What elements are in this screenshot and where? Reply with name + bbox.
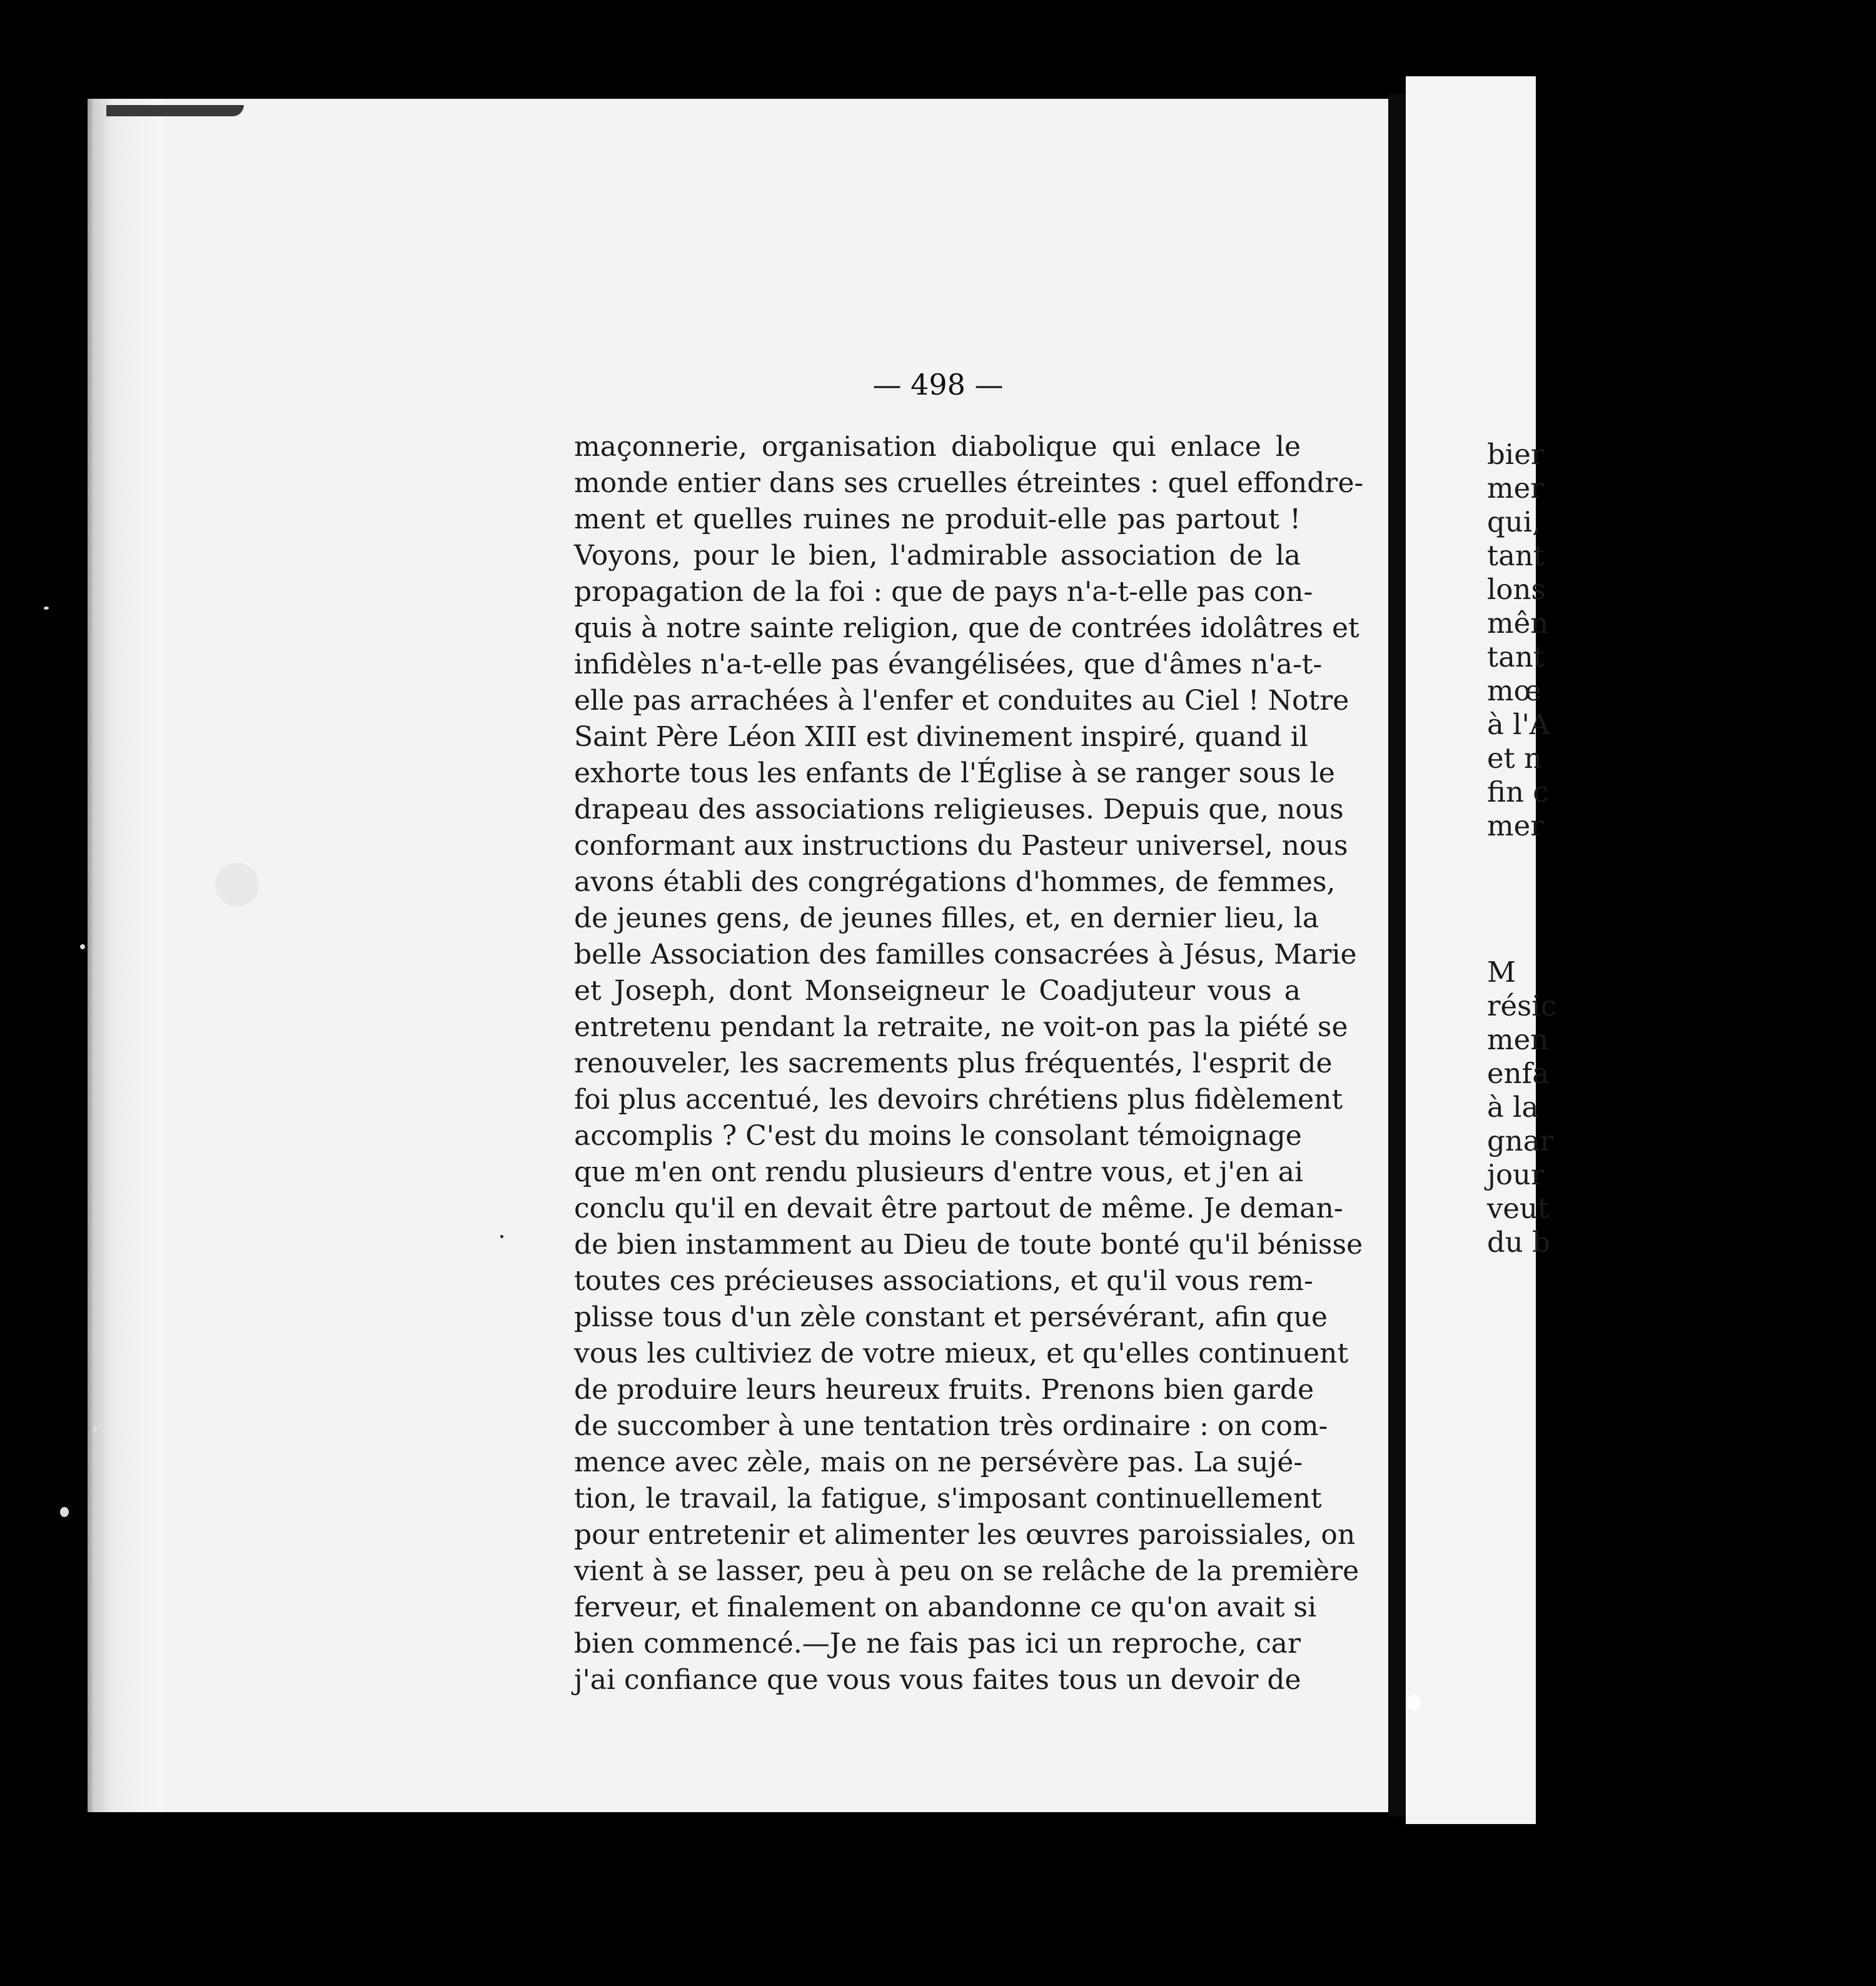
- facing-page-fragment: mer: [1487, 809, 1544, 842]
- text-line: accomplis ? C'est du moins le consolant témoignage: [574, 1120, 1302, 1152]
- text-line: ferveur, et finalement on abandonne ce qu'on avait si: [574, 1591, 1317, 1623]
- text-line: conclu qu'il en devait être partout de même. Je deman-: [574, 1192, 1343, 1224]
- facing-page-fragment: résic: [1487, 989, 1556, 1022]
- facing-page-fragment: mên: [1487, 607, 1549, 640]
- facing-page-fragment: lons: [1487, 573, 1546, 606]
- text-line: mence avec zèle, mais on ne persévère pas. La sujé-: [574, 1446, 1303, 1478]
- facing-page-fragment: qui,: [1487, 505, 1541, 538]
- dust-speck: [44, 607, 49, 610]
- text-line: entretenu pendant la retraite, ne voit-on pas la piété se: [574, 1011, 1348, 1043]
- facing-page-fragment: mer: [1487, 471, 1544, 505]
- facing-page-fragment: enfa: [1487, 1057, 1550, 1090]
- facing-page-fragment: men: [1487, 1023, 1549, 1056]
- facing-page-fragment: tant: [1487, 640, 1545, 673]
- dust-speck: [93, 1427, 98, 1432]
- text-line: avons établi des congrégations d'hommes, de femmes,: [574, 866, 1336, 898]
- text-line: conformant aux instructions du Pasteur universel, nous: [574, 830, 1348, 862]
- text-line: j'ai confiance que vous vous faites tous un devoir de: [574, 1664, 1301, 1696]
- text-line: plisse tous d'un zèle constant et persévérant, afin que: [574, 1301, 1328, 1333]
- page-body-text: [574, 429, 1364, 1698]
- page-stack-edge: [88, 99, 163, 1812]
- right-page: [1406, 76, 1556, 1824]
- page-top-shadow: [106, 105, 244, 116]
- facing-page-fragment: M: [1487, 955, 1516, 989]
- dust-speck: [1407, 1695, 1421, 1711]
- text-line: de bien instamment au Dieu de toute bonté qu'il bénisse: [574, 1229, 1363, 1261]
- text-line: exhorte tous les enfants de l'Église à se ranger sous le: [574, 757, 1335, 789]
- dust-speck: [500, 1235, 503, 1238]
- text-line: ment et quelles ruines ne produit-elle pas partout !: [574, 503, 1301, 535]
- text-line: elle pas arrachées à l'enfer et conduites au Ciel ! Notre: [574, 685, 1349, 717]
- facing-page-fragment: bier: [1487, 438, 1545, 471]
- book-gutter: [1388, 94, 1406, 1817]
- text-line: drapeau des associations religieuses. Depuis que, nous: [574, 794, 1344, 825]
- dust-speck: [80, 944, 85, 949]
- facing-page-fragment: veut: [1487, 1192, 1550, 1225]
- text-line: Saint Père Léon XIII est divinement inspiré, quand il: [574, 721, 1308, 753]
- text-line: maçonnerie, organisation diabolique qui enlace le: [574, 431, 1301, 463]
- text-line: foi plus accentué, les devoirs chrétiens plus fidèlement: [574, 1084, 1343, 1116]
- text-line: pour entretenir et alimenter les œuvres paroissiales, on: [574, 1519, 1356, 1551]
- text-line: renouveler, les sacrements plus fréquentés, l'esprit de: [574, 1047, 1333, 1079]
- text-line: tion, le travail, la fatigue, s'imposant continuellement: [574, 1483, 1322, 1515]
- text-line: propagation de la foi : que de pays n'a-t-elle pas con-: [574, 576, 1313, 608]
- facing-page-fragment: mœ: [1487, 674, 1542, 707]
- facing-page-fragment: fin c: [1487, 775, 1549, 809]
- text-line: toutes ces précieuses associations, et qu'il vous rem-: [574, 1265, 1313, 1297]
- text-line: de produire leurs heureux fruits. Prenons bien garde: [574, 1374, 1314, 1406]
- text-line: quis à notre sainte religion, que de contrées idolâtres et: [574, 612, 1359, 644]
- text-line: belle Association des familles consacrées à Jésus, Marie: [574, 939, 1357, 970]
- facing-page-fragment: tant: [1487, 539, 1545, 572]
- facing-page-fragment: gnar: [1487, 1124, 1554, 1157]
- facing-page-fragment: à la: [1487, 1091, 1539, 1124]
- text-line: infidèles n'a-t-elle pas évangélisées, que d'âmes n'a-t-: [574, 648, 1323, 680]
- facing-page-fragment: jour: [1487, 1158, 1545, 1191]
- text-line: de succomber à une tentation très ordinaire : on com-: [574, 1410, 1328, 1442]
- text-line: vous les cultiviez de votre mieux, et qu'elles continuent: [574, 1338, 1349, 1369]
- facing-page-fragment: et n: [1487, 742, 1543, 775]
- text-line: vient à se lasser, peu à peu on se relâche de la première: [574, 1555, 1359, 1587]
- text-line: Voyons, pour le bien, l'admirable association de la: [574, 540, 1301, 572]
- facing-page-fragment: du b: [1487, 1226, 1550, 1259]
- page-number: — 498 —: [872, 368, 1004, 401]
- dust-speck: [60, 1507, 69, 1517]
- text-line: bien commencé.—Je ne fais pas ici un reproche, car: [574, 1628, 1301, 1660]
- dust-speck: [215, 863, 259, 907]
- text-line: et Joseph, dont Monseigneur le Coadjuteur vous a: [574, 975, 1301, 1007]
- text-line: de jeunes gens, de jeunes filles, et, en dernier lieu, la: [574, 902, 1319, 934]
- facing-page-fragment: à l'A: [1487, 708, 1550, 741]
- text-line: monde entier dans ses cruelles étreintes : quel effondre-: [574, 467, 1364, 499]
- text-line: que m'en ont rendu plusieurs d'entre vous, et j'en ai: [574, 1156, 1304, 1188]
